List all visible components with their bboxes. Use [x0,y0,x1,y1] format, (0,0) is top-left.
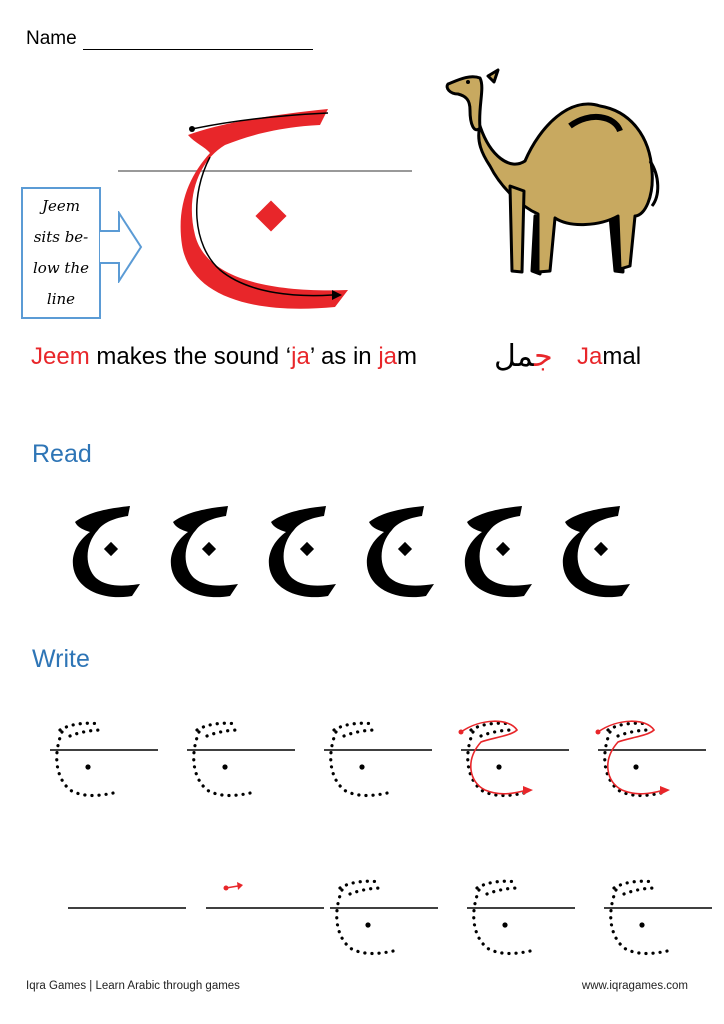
footer-credit: Iqra Games | Learn Arabic through games [26,980,240,992]
trace-letter-6 [330,881,438,953]
callout-box [21,187,101,319]
write-heading: Write [32,645,90,673]
read-letter-6 [563,506,630,597]
name-underline[interactable] [83,33,313,50]
read-letter-1 [73,506,140,597]
callout-text: Jeem sits be- low the line [32,197,89,308]
read-heading: Read [32,440,92,468]
jeem-dot [255,200,286,231]
trace-letter-7 [467,881,575,953]
read-letter-2 [171,506,238,597]
name-field[interactable] [26,28,313,50]
trace-letter-guide-5 [596,721,707,795]
sound-sentence: Jeem makes the sound ‘ja’ as in jam [31,343,417,370]
big-jeem-letter [110,95,430,320]
start-arrow-icon [224,882,244,891]
read-letter-row [40,500,680,600]
trace-letter-2 [187,723,295,795]
write-row-1[interactable] [40,712,720,812]
read-letter-3 [269,506,336,597]
callout-arrow-icon [99,211,143,283]
read-letter-5 [465,506,532,597]
name-label: Name [26,28,77,49]
footer-website-link[interactable]: www.iqragames.com [581,980,688,992]
camel-illustration [440,66,665,288]
trace-letter-1 [50,723,158,795]
trace-letter-8 [604,881,712,953]
read-letter-4 [367,506,434,597]
arabic-word-jamal: جمل [494,339,553,374]
example-word-jamal: Jamal [577,343,642,370]
trace-letter-guide-4 [459,721,570,795]
trace-letter-3 [324,723,432,795]
write-row-2[interactable] [40,870,720,970]
